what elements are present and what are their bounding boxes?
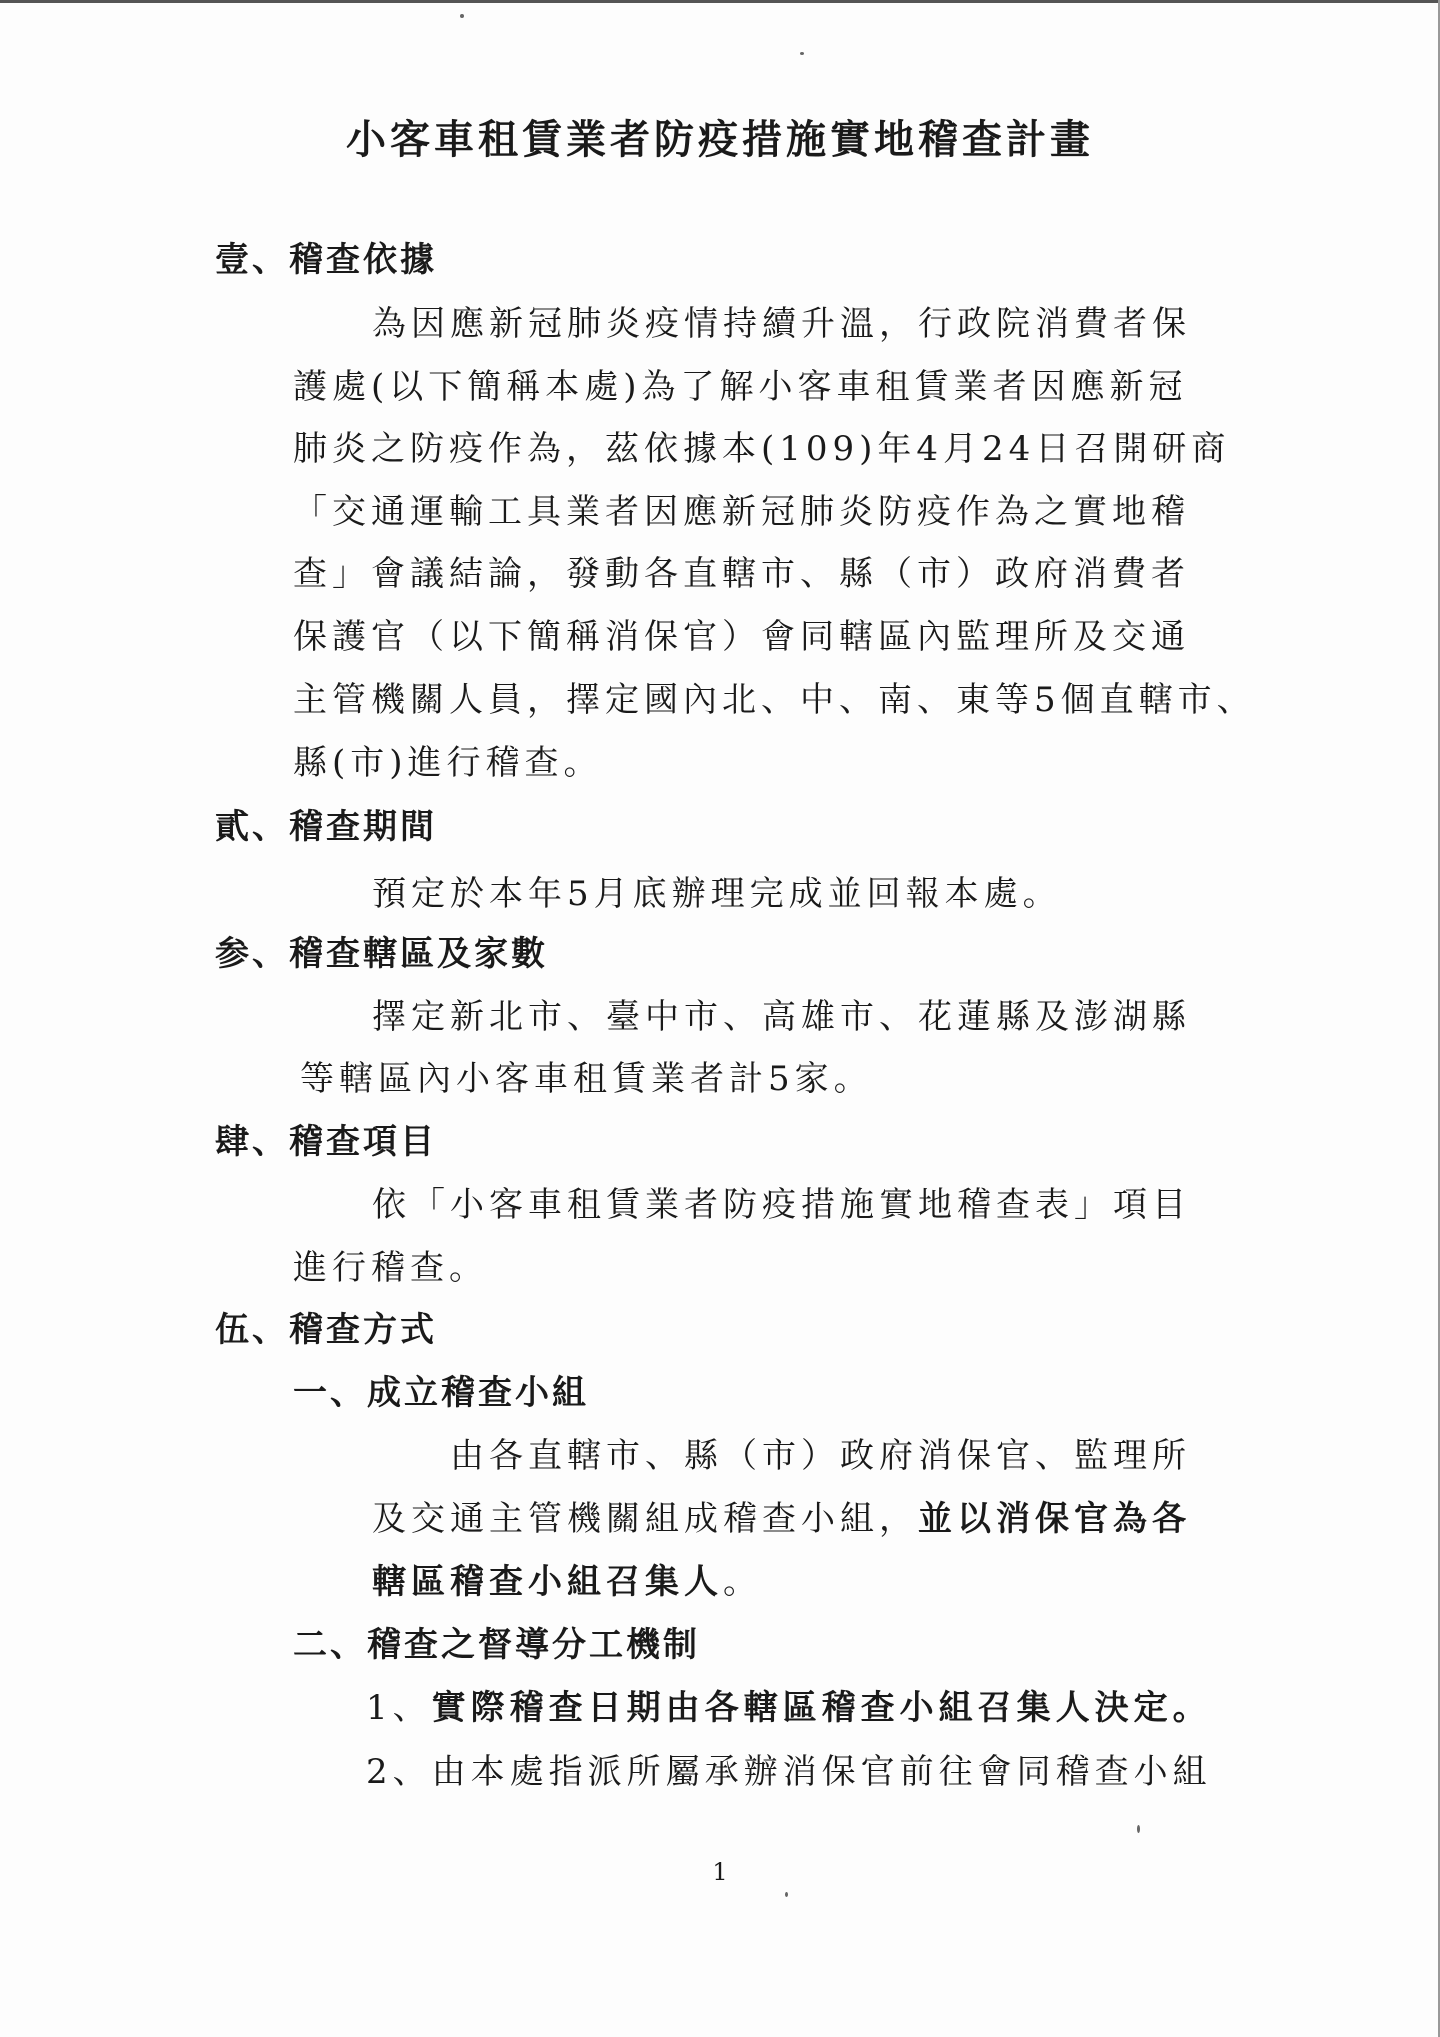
section-5-sub-1-line-3-plain: 。 bbox=[723, 1562, 762, 1602]
section-4-heading: 肆、稽查項目 bbox=[215, 1122, 437, 1162]
section-5-sub-2-heading: 二、稽查之督導分工機制 bbox=[293, 1625, 700, 1665]
section-2-line-1: 預定於本年5月底辦理完成並回報本處。 bbox=[372, 874, 1062, 914]
section-5-sub-1-line-3-bold: 轄區稽查小組召集人 bbox=[372, 1562, 723, 1602]
section-5-sub-2-item-2: 2、由本處指派所屬承辦消保官前往會同稽查小組 bbox=[366, 1752, 1212, 1792]
section-5-heading: 伍、稽查方式 bbox=[215, 1310, 437, 1350]
section-5-sub-1-line-2-bold: 並以消保官為各 bbox=[918, 1499, 1191, 1539]
scan-speck bbox=[800, 52, 804, 55]
section-5-sub-1-heading: 一、成立稽查小組 bbox=[293, 1373, 589, 1413]
section-1-line-5: 查」會議結論，發動各直轄市、縣（市）政府消費者 bbox=[293, 554, 1190, 594]
scan-top-edge bbox=[0, 0, 1440, 3]
section-1-line-6: 保護官（以下簡稱消保官）會同轄區內監理所及交通 bbox=[293, 617, 1190, 657]
section-3-line-2: 等轄區內小客車租賃業者計5家。 bbox=[300, 1059, 873, 1099]
section-1-line-1: 為因應新冠肺炎疫情持續升溫，行政院消費者保 bbox=[372, 304, 1191, 344]
section-5-sub-2-item-1-number: 1、 bbox=[366, 1688, 432, 1728]
section-1-line-4: 「交通運輸工具業者因應新冠肺炎防疫作為之實地稽 bbox=[293, 492, 1190, 532]
document-title: 小客車租賃業者防疫措施實地稽查計畫 bbox=[346, 116, 1094, 163]
scan-speck bbox=[785, 1892, 788, 1897]
section-2-heading: 貳、稽查期間 bbox=[215, 807, 437, 847]
section-5-sub-1-line-2-plain: 及交通主管機關組成稽查小組， bbox=[372, 1499, 918, 1539]
section-5-sub-1-line-2 bbox=[372, 1499, 1191, 1539]
section-5-sub-2-item-1 bbox=[366, 1688, 1212, 1728]
section-3-line-1: 擇定新北市、臺中市、高雄市、花蓮縣及澎湖縣 bbox=[372, 997, 1191, 1037]
section-1-heading: 壹、稽查依據 bbox=[215, 240, 437, 280]
section-5-sub-1-line-1: 由各直轄市、縣（市）政府消保官、監理所 bbox=[450, 1436, 1191, 1476]
scan-speck bbox=[1137, 1825, 1140, 1833]
section-1-line-3: 肺炎之防疫作為，茲依據本(109)年4月24日召開研商 bbox=[293, 429, 1231, 469]
section-4-line-1: 依「小客車租賃業者防疫措施實地稽查表」項目 bbox=[372, 1185, 1191, 1225]
section-1-line-8: 縣(市)進行稽查。 bbox=[293, 743, 603, 783]
section-1-line-2: 護處(以下簡稱本處)為了解小客車租賃業者因應新冠 bbox=[293, 367, 1188, 407]
section-5-sub-2-item-1-text: 實際稽查日期由各轄區稽查小組召集人決定。 bbox=[431, 1688, 1212, 1728]
section-1-line-7: 主管機關人員，擇定國內北、中、南、東等5個直轄市、 bbox=[293, 680, 1256, 720]
section-3-heading: 参、稽查轄區及家數 bbox=[215, 934, 548, 974]
section-5-sub-1-line-3 bbox=[372, 1562, 762, 1602]
section-4-line-2: 進行稽查。 bbox=[293, 1248, 488, 1288]
page-number: 1 bbox=[712, 1858, 728, 1886]
scan-speck bbox=[460, 14, 464, 18]
